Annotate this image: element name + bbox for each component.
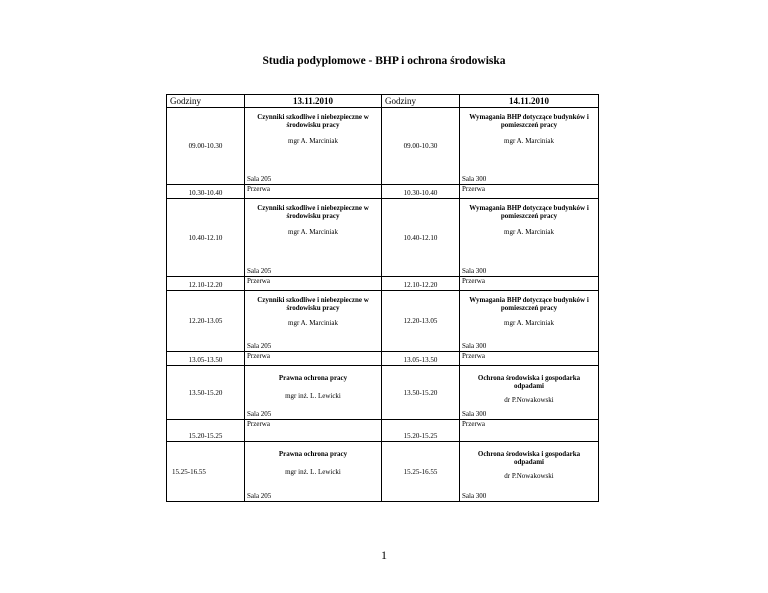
lecture-title: Wymagania BHP dotyczące budynków i pomieszczeń pracy <box>469 204 589 220</box>
lecturer: mgr inż. L. Lewicki <box>285 392 341 400</box>
time-slot: 13.50-15.20 <box>382 366 460 420</box>
time-slot: 12.10-12.20 <box>382 277 460 291</box>
lecture-cell <box>460 442 599 502</box>
schedule-table <box>166 94 599 502</box>
lecture-cell <box>460 291 599 352</box>
lecture-title: Czynniki szkodliwe i niebezpieczne w środowisku pracy <box>257 113 369 129</box>
time-slot: 09.00-10.30 <box>382 108 460 185</box>
table-row <box>167 291 599 352</box>
lecture-title: Prawna ochrona pracy <box>278 374 348 382</box>
lecture-cell <box>460 108 599 185</box>
table-row <box>167 366 599 420</box>
time-slot: 13.50-15.20 <box>167 366 245 420</box>
lecturer: mgr A. Marciniak <box>504 319 554 327</box>
room: Sala 205 <box>247 267 272 275</box>
room: Sala 205 <box>247 175 272 183</box>
table-header-row <box>167 95 599 108</box>
time-slot: 12.20-13.05 <box>382 291 460 352</box>
hours-header: Godziny <box>382 95 460 108</box>
date-header: 13.11.2010 <box>245 95 382 108</box>
lecture-cell <box>245 291 382 352</box>
time-slot: 13.05-13.50 <box>382 352 460 366</box>
time-slot: 10.40-12.10 <box>382 199 460 277</box>
lecture-cell <box>245 108 382 185</box>
lecture-title: Czynniki szkodliwe i niebezpieczne w środowisku pracy <box>257 296 369 312</box>
room: Sala 205 <box>247 342 272 350</box>
table-row <box>167 352 599 366</box>
lecture-title: Prawna ochrona pracy <box>278 450 348 458</box>
time-slot: 15.25-16.55 <box>382 442 460 502</box>
hours-header: Godziny <box>167 95 245 108</box>
break-cell: Przerwa <box>460 277 599 291</box>
time-slot: 13.05-13.50 <box>167 352 245 366</box>
table-row <box>167 199 599 277</box>
break-cell: Przerwa <box>460 352 599 366</box>
break-cell: Przerwa <box>460 185 599 199</box>
time-slot: 12.10-12.20 <box>167 277 245 291</box>
time-slot: 10.30-10.40 <box>167 185 245 199</box>
time-slot: 09.00-10.30 <box>167 108 245 185</box>
lecturer: mgr inż. L. Lewicki <box>285 468 341 476</box>
table-row <box>167 420 599 442</box>
room: Sala 300 <box>462 267 487 275</box>
room: Sala 205 <box>247 410 272 418</box>
time-slot: 15.20-15.25 <box>382 420 460 442</box>
room: Sala 205 <box>247 492 272 500</box>
page-title: Studia podyplomowe - BHP i ochrona środowiska <box>262 55 506 67</box>
lecture-cell <box>245 442 382 502</box>
lecture-cell <box>460 199 599 277</box>
lecturer: mgr A. Marciniak <box>288 319 338 327</box>
lecturer: dr P.Nowakowski <box>504 472 554 480</box>
room: Sala 300 <box>462 175 487 183</box>
lecture-title: Czynniki szkodliwe i niebezpieczne w środowisku pracy <box>257 204 369 220</box>
lecturer: dr P.Nowakowski <box>504 396 554 404</box>
time-slot: 10.40-12.10 <box>167 199 245 277</box>
break-cell: Przerwa <box>245 420 382 442</box>
room: Sala 300 <box>462 410 487 418</box>
lecturer: mgr A. Marciniak <box>288 228 338 236</box>
lecturer: mgr A. Marciniak <box>288 137 338 145</box>
table-row <box>167 185 599 199</box>
table-row <box>167 277 599 291</box>
lecture-title: Wymagania BHP dotyczące budynków i pomieszczeń pracy <box>469 113 589 129</box>
break-cell: Przerwa <box>460 420 599 442</box>
lecture-title: Wymagania BHP dotyczące budynków i pomieszczeń pracy <box>469 296 589 312</box>
room: Sala 300 <box>462 492 487 500</box>
room: Sala 300 <box>462 342 487 350</box>
break-cell: Przerwa <box>245 277 382 291</box>
table-row <box>167 108 599 185</box>
lecture-title: Ochrona środowiska i gospodarka odpadami <box>477 374 581 390</box>
lecturer: mgr A. Marciniak <box>504 228 554 236</box>
page-number: 1 <box>381 548 387 562</box>
break-cell: Przerwa <box>245 352 382 366</box>
time-slot: 10.30-10.40 <box>382 185 460 199</box>
lecture-title: Ochrona środowiska i gospodarka odpadami <box>477 450 581 466</box>
table-row <box>167 442 599 502</box>
break-cell: Przerwa <box>245 185 382 199</box>
lecturer: mgr A. Marciniak <box>504 137 554 145</box>
time-slot: 15.20-15.25 <box>167 420 245 442</box>
time-slot: 12.20-13.05 <box>167 291 245 352</box>
date-header: 14.11.2010 <box>460 95 599 108</box>
time-slot: 15.25-16.55 <box>167 442 245 502</box>
lecture-cell <box>460 366 599 420</box>
lecture-cell <box>245 199 382 277</box>
lecture-cell <box>245 366 382 420</box>
